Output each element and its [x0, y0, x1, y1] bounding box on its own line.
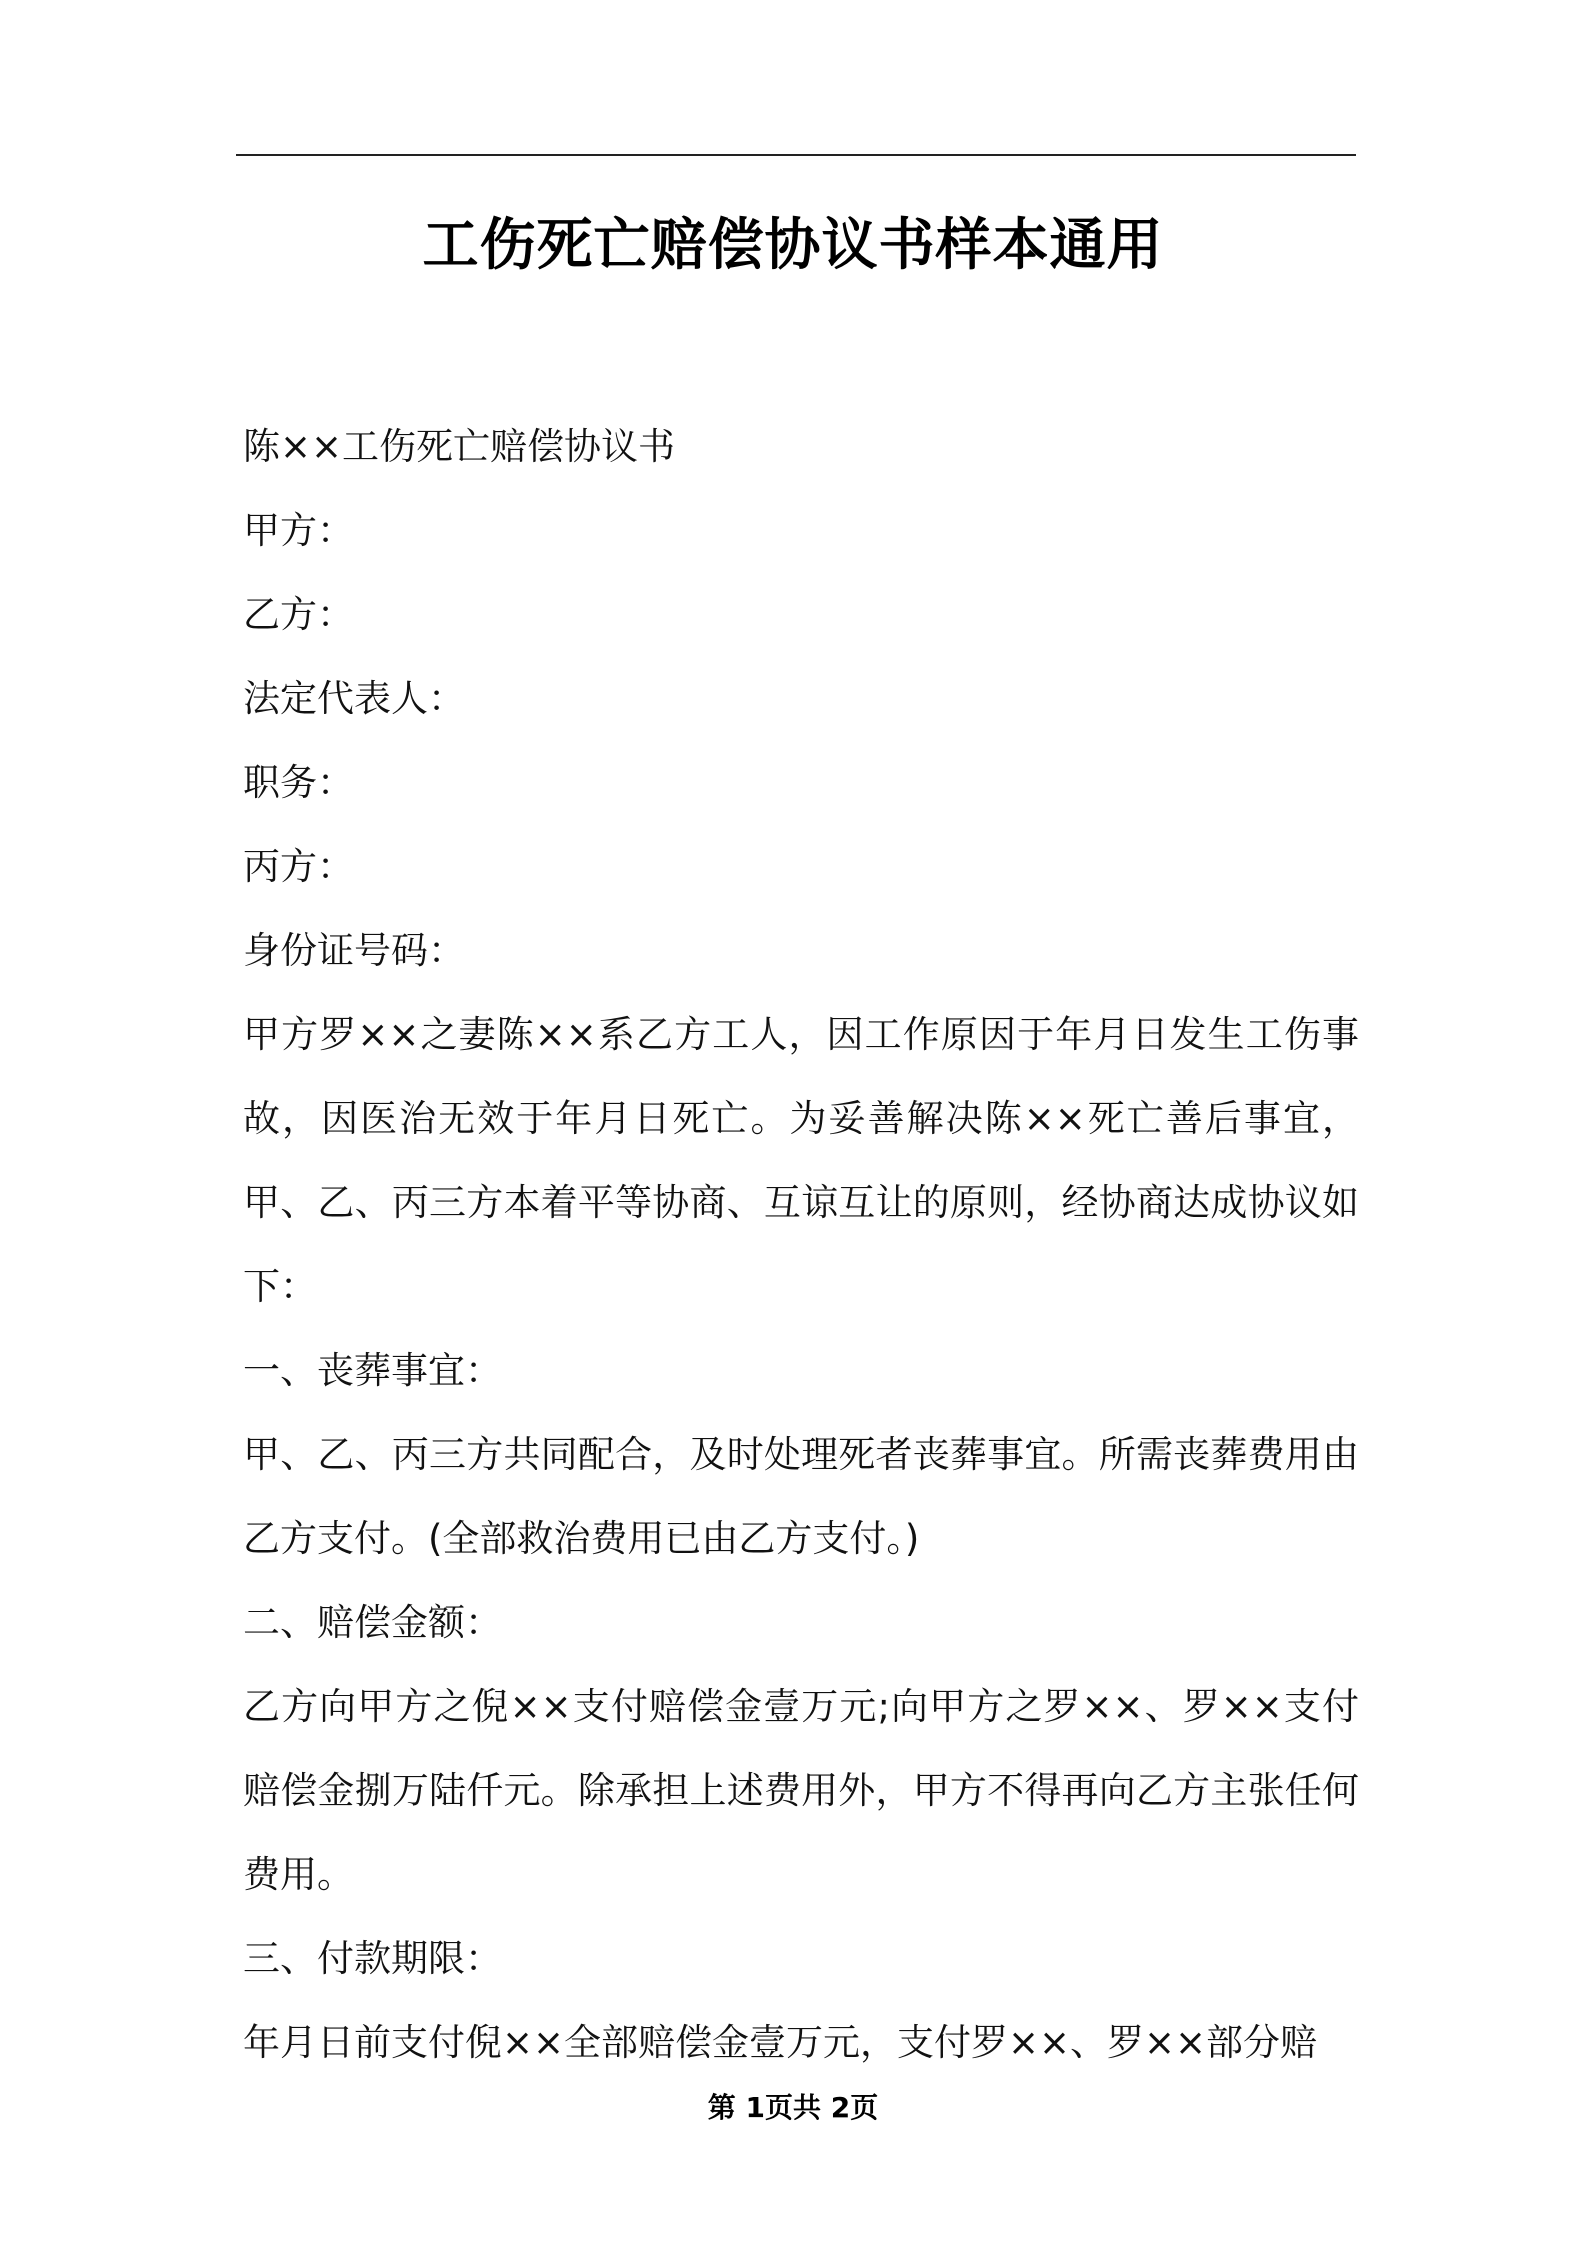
section-heading-funeral: 一、丧葬事宜：: [243, 1349, 502, 1392]
section-heading-payment-term: 三、付款期限：: [243, 1937, 502, 1980]
party-c-line: 丙方：: [243, 845, 354, 888]
agreement-subtitle: 陈××工伤死亡赔偿协议书: [243, 425, 676, 468]
party-a-line: 甲方：: [243, 509, 354, 552]
page-number-footer: 第 1页共 2页: [707, 2091, 879, 2124]
section-heading-compensation: 二、赔偿金额：: [243, 1601, 502, 1644]
header-rule: [236, 154, 1356, 156]
document-body: [243, 405, 1359, 2085]
background-paragraph: 甲方罗××之妻陈××系乙方工人，因工作原因于年月日发生工伤事故，因医治无效于年月日死亡。为妥善解决陈××死亡善后事宜，甲、乙、丙三方本着平等协商、互谅互让的原则，经协商达成协议如下：: [243, 1013, 1359, 1308]
party-b-line: 乙方：: [243, 593, 354, 636]
position-line: 职务：: [243, 761, 354, 804]
id-number-line: 身份证号码：: [243, 929, 465, 972]
payment-term-paragraph: 年月日前支付倪××全部赔偿金壹万元，支付罗××、罗××部分赔: [243, 2021, 1318, 2064]
compensation-paragraph: 乙方向甲方之倪××支付赔偿金壹万元;向甲方之罗××、罗××支付赔偿金捌万陆仟元。除承担上述费用外，甲方不得再向乙方主张任何费用。: [243, 1685, 1359, 1896]
legal-representative-line: 法定代表人：: [243, 677, 465, 720]
funeral-paragraph: 甲、乙、丙三方共同配合，及时处理死者丧葬事宜。所需丧葬费用由乙方支付。(全部救治费用已由乙方支付。): [243, 1433, 1359, 1560]
document-title: 工伤死亡赔偿协议书样本通用: [422, 213, 1164, 278]
